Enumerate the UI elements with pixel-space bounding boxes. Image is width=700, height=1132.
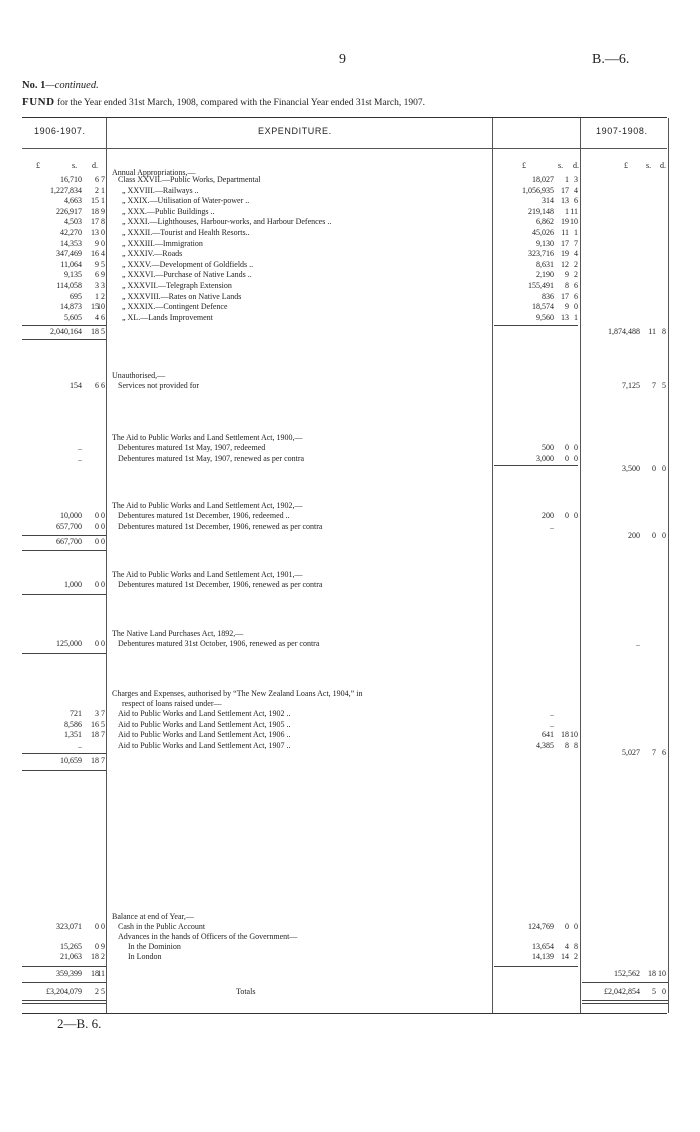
annual-cur-pounds: 219,148 <box>528 206 554 216</box>
act1900-prev-dots: .. <box>78 443 82 452</box>
annual-prev-pounds: 11,064 <box>60 259 82 269</box>
annual-cur-pence: 10 <box>570 217 578 227</box>
sum-rule <box>22 753 106 754</box>
annual-prev-pounds: 4,663 <box>64 196 82 206</box>
annual-prev-pence: 8 <box>101 217 105 227</box>
act1902-prev-pence: 0 <box>101 521 105 531</box>
act1902-prev-shillings: 0 <box>95 521 99 531</box>
act1902-prev-total-shillings: 0 <box>95 537 99 546</box>
annual-prev-pence: 2 <box>101 291 105 301</box>
sum-rule <box>22 535 106 536</box>
charges-prev-shillings: 3 <box>95 709 99 718</box>
annual-prev-pounds: 1,227,834 <box>50 185 82 195</box>
act1900-cur-shillings: 0 <box>565 443 569 452</box>
act1902-cur-pounds: 200 <box>542 511 554 520</box>
balance-total-shillings: 18 <box>648 969 656 978</box>
balance-cur-cash-shillings: 0 <box>565 922 569 931</box>
annual-cur-total-pounds: 1,874,488 <box>608 327 640 337</box>
balance-prev-cash-pounds: 323,071 <box>56 922 82 931</box>
annual-prev-pounds: 347,469 <box>56 249 82 259</box>
balance-heading: Balance at end of Year,— <box>112 912 194 921</box>
annual-cur-shillings: 9 <box>565 302 569 312</box>
charges-prev-pence: 5 <box>101 719 105 729</box>
annual-prev-total-shillings: 18 <box>91 327 99 337</box>
annual-prev-pounds: 226,917 <box>56 206 82 216</box>
charges-prev-pounds: 8,586 <box>64 719 82 729</box>
fund-description: for the Year ended 31st March, 1908, compared with the Financial Year ended 31st March, 1907. <box>56 98 425 108</box>
act1902-cur-shillings: 0 <box>565 511 569 520</box>
charges-cur-pounds: 4,385 <box>536 740 554 750</box>
expenditure-table <box>22 117 667 1014</box>
charges-cur-pounds: 641 <box>542 730 554 740</box>
charges-total-shillings: 7 <box>652 748 656 757</box>
native-total-dots: .. <box>636 639 640 648</box>
annual-item: „ XXXVII.—Telegraph Extension <box>122 281 232 290</box>
annual-prev-pence: 4 <box>101 249 105 259</box>
column-header-1906: 1906-1907. <box>34 126 86 136</box>
balance-cur-london-pounds: 14,139 <box>532 952 554 961</box>
charges-cur-shillings: 18 <box>561 730 569 740</box>
annual-prev-shillings: 15 <box>91 302 99 312</box>
charges-heading-cont: respect of loans raised under— <box>122 699 222 708</box>
unauthorised-heading: Unauthorised,— <box>112 371 166 380</box>
document-reference: B.—6. <box>592 52 630 67</box>
annual-prev-pounds: 14,353 <box>60 238 82 248</box>
annual-cur-pence: 1 <box>574 312 578 322</box>
annual-cur-pounds: 18,574 <box>532 302 554 312</box>
annual-item: „ XXXVI.—Purchase of Native Lands .. <box>122 270 252 280</box>
unit-pence: d. <box>573 161 579 170</box>
annual-prev-shillings: 2 <box>95 185 99 195</box>
charges-prev-total-pence: 7 <box>101 756 105 765</box>
annual-prev-shillings: 16 <box>91 249 99 259</box>
act1900-total-shillings: 0 <box>652 464 656 473</box>
balance-cur-london-shillings: 14 <box>561 952 569 961</box>
unit-shilling: s. <box>558 161 564 170</box>
sum-rule <box>22 339 106 340</box>
annual-prev-pounds: 9,135 <box>64 270 82 280</box>
annual-cur-total-shillings: 11 <box>648 327 656 337</box>
sum-rule <box>22 550 106 551</box>
act1902-prev-total-pence: 0 <box>101 537 105 546</box>
annual-cur-pence: 4 <box>574 185 578 195</box>
totals-prev-pounds: £3,204,079 <box>46 987 82 996</box>
annual-cur-pounds: 155,491 <box>528 281 554 290</box>
act1900-total-pounds: 3,500 <box>622 464 640 473</box>
annual-item: „ XXXIV.—Roads <box>122 249 183 259</box>
annual-cur-pounds: 8,631 <box>536 259 554 269</box>
annual-cur-pence: 3 <box>574 175 578 184</box>
balance-advances: Advances in the hands of Officers of the Government— <box>118 932 298 941</box>
charges-cur-pence: 10 <box>570 730 578 740</box>
balance-cur-dominion-pence: 8 <box>574 942 578 951</box>
balance-total-pence: 10 <box>658 969 666 978</box>
annual-cur-pence: 6 <box>574 291 578 301</box>
act1902-prev-shillings: 0 <box>95 511 99 520</box>
act1900-cur-pounds: 500 <box>542 443 554 452</box>
act1902-item: Debentures matured 1st December, 1906, renewed as per contra <box>118 521 323 531</box>
annual-prev-shillings: 18 <box>91 206 99 216</box>
double-rule <box>582 1000 668 1004</box>
charges-heading: Charges and Expenses, authorised by “The New Zealand Loans Act, 1904,” in <box>112 689 363 698</box>
native-prev-pounds: 125,000 <box>56 639 82 648</box>
totals-prev-shillings: 2 <box>95 987 99 996</box>
annual-cur-pounds: 45,026 <box>532 228 554 237</box>
annual-cur-pounds: 323,716 <box>528 249 554 259</box>
column-divider <box>580 118 581 1013</box>
column-divider <box>106 118 107 1013</box>
sum-rule <box>22 325 106 326</box>
act1902-cur-pence: 0 <box>574 511 578 520</box>
annual-cur-shillings: 9 <box>565 270 569 280</box>
balance-dominion: In the Dominion <box>128 942 181 951</box>
balance-cur-london-pence: 2 <box>574 952 578 961</box>
balance-prev-london-shillings: 18 <box>91 952 99 961</box>
annual-cur-pounds: 9,560 <box>536 312 554 322</box>
native-heading: The Native Land Purchases Act, 1892,— <box>112 629 244 638</box>
act1902-total-pence: 0 <box>662 531 666 540</box>
charges-total-pence: 6 <box>662 748 666 757</box>
act1901-prev-pence: 0 <box>101 580 105 589</box>
annual-cur-shillings: 8 <box>565 281 569 290</box>
charges-prev-dots: .. <box>78 740 82 750</box>
act1902-prev-pounds: 657,700 <box>56 521 82 531</box>
unauthorised-total-pence: 5 <box>662 381 666 390</box>
annual-prev-pence: 3 <box>101 281 105 290</box>
charges-prev-total-shillings: 18 <box>91 756 99 765</box>
act1902-total-shillings: 0 <box>652 531 656 540</box>
annual-cur-shillings: 17 <box>561 185 569 195</box>
sum-rule <box>22 653 106 654</box>
totals-cur-pounds: £2,042,854 <box>604 987 640 996</box>
column-divider <box>668 118 669 1013</box>
act1900-item: Debentures matured 1st May, 1907, redeemed <box>118 443 266 452</box>
annual-item: „ XXXIX.—Contingent Defence <box>122 302 228 312</box>
annual-cur-pounds: 1,056,935 <box>522 185 554 195</box>
balance-cur-dominion-pounds: 13,654 <box>532 942 554 951</box>
unauthorised-prev-shillings: 6 <box>95 381 99 390</box>
act1902-heading: The Aid to Public Works and Land Settlement Act, 1902,— <box>112 501 303 510</box>
sum-rule <box>22 966 106 967</box>
annual-cur-pence: 2 <box>574 270 578 280</box>
charges-item: Aid to Public Works and Land Settlement Act, 1902 .. <box>118 709 291 718</box>
annual-cur-pence: 6 <box>574 196 578 206</box>
annual-cur-pounds: 314 <box>542 196 554 206</box>
unit-pound: £ <box>624 161 628 170</box>
sum-rule <box>494 966 578 967</box>
charges-cur-shillings: 8 <box>565 740 569 750</box>
unauthorised-total-pounds: 7,125 <box>622 381 640 390</box>
act1902-prev-pence: 0 <box>101 511 105 520</box>
annual-cur-total-pence: 8 <box>662 327 666 337</box>
annual-prev-shillings: 3 <box>95 281 99 290</box>
native-prev-pence: 0 <box>101 639 105 648</box>
annual-heading: Annual Appropriations,— <box>112 168 196 177</box>
act1900-total-pence: 0 <box>662 464 666 473</box>
annual-prev-pence: 7 <box>101 175 105 184</box>
annual-cur-shillings: 17 <box>561 238 569 248</box>
balance-prev-cash-pence: 0 <box>101 922 105 931</box>
sum-rule <box>22 594 106 595</box>
annual-item: „ XXIX.—Utilisation of Water-power .. <box>122 196 250 206</box>
act1900-cur-pence: 0 <box>574 443 578 452</box>
charges-item: Aid to Public Works and Land Settlement Act, 1906 .. <box>118 730 291 740</box>
annual-item: „ XXXII.—Tourist and Health Resorts.. <box>122 228 250 237</box>
annual-item: „ XL.—Lands Improvement <box>122 312 213 322</box>
unit-pence: d. <box>92 161 98 170</box>
page-number: 9 <box>339 52 346 67</box>
annual-cur-shillings: 13 <box>561 312 569 322</box>
balance-prev-dominion-pounds: 15,265 <box>60 942 82 951</box>
double-rule <box>22 1000 106 1004</box>
annual-prev-shillings: 4 <box>95 312 99 322</box>
native-item: Debentures matured 31st October, 1906, renewed as per contra <box>118 639 320 648</box>
column-header-1907: 1907-1908. <box>596 126 648 136</box>
annual-cur-pence: 2 <box>574 259 578 269</box>
unauthorised-prev-pence: 6 <box>101 381 105 390</box>
annual-prev-pounds: 695 <box>70 291 82 301</box>
balance-prev-total-pence: 11 <box>97 969 105 978</box>
column-divider <box>492 118 493 1013</box>
act1901-prev-shillings: 0 <box>95 580 99 589</box>
annual-prev-pence: 9 <box>101 206 105 216</box>
act1902-total-pounds: 200 <box>628 531 640 540</box>
annual-prev-pence: 6 <box>101 312 105 322</box>
act1902-cur-dots: .. <box>550 521 554 531</box>
totals-label: Totals <box>236 987 256 996</box>
annual-cur-pence: 6 <box>574 281 578 290</box>
annual-prev-total-pence: 5 <box>101 327 105 337</box>
charges-total-pounds: 5,027 <box>622 748 640 757</box>
unit-shilling: s. <box>72 161 78 170</box>
column-header-expenditure: EXPENDITURE. <box>258 126 332 136</box>
balance-prev-dominion-shillings: 0 <box>95 942 99 951</box>
unit-pound: £ <box>36 161 40 170</box>
balance-prev-total-shillings: 18 <box>91 969 99 978</box>
annual-cur-pounds: 836 <box>542 291 554 301</box>
fund-heading <box>22 96 425 108</box>
annual-cur-pence: 1 <box>574 228 578 237</box>
charges-cur-dots: .. <box>550 709 554 718</box>
act1902-prev-total-pounds: 667,700 <box>56 537 82 546</box>
annual-prev-pence: 10 <box>97 302 105 312</box>
act1902-prev-pounds: 10,000 <box>60 511 82 520</box>
charges-prev-pounds: 1,351 <box>64 730 82 740</box>
annual-cur-pounds: 6,862 <box>536 217 554 227</box>
annual-prev-pounds: 5,605 <box>64 312 82 322</box>
act1900-cur-shillings: 0 <box>565 453 569 463</box>
annual-prev-shillings: 1 <box>95 291 99 301</box>
annual-prev-pounds: 4,503 <box>64 217 82 227</box>
annual-cur-shillings: 12 <box>561 259 569 269</box>
act1900-cur-pence: 0 <box>574 453 578 463</box>
page-footer: 2—B. 6. <box>57 1016 102 1031</box>
charges-cur-dots: .. <box>550 719 554 729</box>
totals-cur-shillings: 5 <box>652 987 656 996</box>
annual-prev-pence: 9 <box>101 270 105 280</box>
charges-cur-pence: 8 <box>574 740 578 750</box>
balance-prev-cash-shillings: 0 <box>95 922 99 931</box>
charges-prev-total-pounds: 10,659 <box>60 756 82 765</box>
annual-cur-shillings: 13 <box>561 196 569 206</box>
balance-cur-dominion-shillings: 4 <box>565 942 569 951</box>
annual-prev-pence: 5 <box>101 259 105 269</box>
totals-cur-pence: 0 <box>662 987 666 996</box>
totals-prev-pence: 5 <box>101 987 105 996</box>
act1900-heading: The Aid to Public Works and Land Settlement Act, 1900,— <box>112 433 303 442</box>
annual-cur-pence: 11 <box>570 206 578 216</box>
act1902-item: Debentures matured 1st December, 1906, redeemed .. <box>118 511 290 520</box>
unauthorised-total-shillings: 7 <box>652 381 656 390</box>
annual-prev-shillings: 17 <box>91 217 99 227</box>
annual-prev-pounds: 42,270 <box>60 228 82 237</box>
balance-cur-cash-pounds: 124,769 <box>528 922 554 931</box>
sum-rule <box>494 465 578 466</box>
balance-prev-london-pence: 2 <box>101 952 105 961</box>
unauthorised-item: Services not provided for <box>118 381 200 390</box>
balance-cash: Cash in the Public Account <box>118 922 206 931</box>
annual-item: Class XXVII.—Public Works, Departmental <box>118 175 261 184</box>
annual-prev-shillings: 9 <box>95 238 99 248</box>
charges-item: Aid to Public Works and Land Settlement Act, 1905 .. <box>118 719 291 729</box>
annual-prev-pence: 0 <box>101 228 105 237</box>
native-prev-shillings: 0 <box>95 639 99 648</box>
sum-rule <box>22 770 106 771</box>
annual-prev-pence: 0 <box>101 238 105 248</box>
annual-cur-shillings: 1 <box>565 175 569 184</box>
unauthorised-prev-pounds: 154 <box>70 381 82 390</box>
unit-pound: £ <box>522 161 526 170</box>
table-number-label: No. 1 <box>22 80 46 91</box>
charges-item: Aid to Public Works and Land Settlement Act, 1907 .. <box>118 740 291 750</box>
sum-rule <box>22 982 106 983</box>
charges-prev-pence: 7 <box>101 709 105 718</box>
sum-rule <box>494 325 578 326</box>
annual-cur-shillings: 17 <box>561 291 569 301</box>
act1900-item: Debentures matured 1st May, 1907, renewed as per contra <box>118 453 305 463</box>
fund-word: FUND <box>22 96 55 108</box>
act1901-item: Debentures matured 1st December, 1906, renewed as per contra <box>118 580 323 589</box>
charges-prev-pence: 7 <box>101 730 105 740</box>
act1901-heading: The Aid to Public Works and Land Settlement Act, 1901,— <box>112 570 303 579</box>
annual-item: „ XXX.—Public Buildings .. <box>122 206 215 216</box>
act1901-prev-pounds: 1,000 <box>64 580 82 589</box>
annual-item: „ XXXIII.—Immigration <box>122 238 203 248</box>
balance-london: In London <box>128 952 162 961</box>
annual-cur-shillings: 19 <box>561 217 569 227</box>
annual-prev-pounds: 16,710 <box>60 175 82 184</box>
annual-cur-pence: 4 <box>574 249 578 259</box>
annual-cur-shillings: 19 <box>561 249 569 259</box>
balance-cur-cash-pence: 0 <box>574 922 578 931</box>
annual-prev-shillings: 6 <box>95 270 99 280</box>
annual-prev-shillings: 15 <box>91 196 99 206</box>
annual-prev-pounds: 14,873 <box>60 302 82 312</box>
unit-pence: d. <box>660 161 666 170</box>
annual-cur-pounds: 9,130 <box>536 238 554 248</box>
charges-prev-shillings: 18 <box>91 730 99 740</box>
annual-cur-pounds: 2,190 <box>536 270 554 280</box>
annual-cur-pence: 7 <box>574 238 578 248</box>
annual-cur-shillings: 1 <box>565 206 569 216</box>
annual-prev-pence: 1 <box>101 185 105 195</box>
annual-prev-shillings: 13 <box>91 228 99 237</box>
annual-cur-shillings: 11 <box>561 228 569 237</box>
act1900-prev-dots: .. <box>78 453 82 463</box>
annual-item: „ XXXVIII.—Rates on Native Lands <box>122 291 242 301</box>
annual-item: „ XXVIII.—Railways .. <box>122 185 199 195</box>
annual-prev-total-pounds: 2,040,164 <box>50 327 82 337</box>
balance-prev-london-pounds: 21,063 <box>60 952 82 961</box>
annual-prev-shillings: 6 <box>95 175 99 184</box>
annual-prev-pounds: 114,058 <box>56 281 82 290</box>
sum-rule <box>582 982 668 983</box>
balance-total-pounds: 152,562 <box>614 969 640 978</box>
annual-item: „ XXXV.—Development of Goldfields .. <box>122 259 254 269</box>
table-number-suffix: —continued. <box>45 80 99 91</box>
annual-item: „ XXXI.—Lighthouses, Harbour-works, and Harbour Defences .. <box>122 217 332 227</box>
header-rule <box>22 148 667 149</box>
annual-prev-pence: 1 <box>101 196 105 206</box>
balance-prev-dominion-pence: 9 <box>101 942 105 951</box>
annual-cur-pounds: 18,027 <box>532 175 554 184</box>
act1900-cur-pounds: 3,000 <box>536 453 554 463</box>
balance-prev-total-pounds: 359,399 <box>56 969 82 978</box>
annual-cur-pence: 0 <box>574 302 578 312</box>
unit-shilling: s. <box>646 161 652 170</box>
charges-prev-shillings: 16 <box>91 719 99 729</box>
charges-prev-pounds: 721 <box>70 709 82 718</box>
annual-prev-shillings: 9 <box>95 259 99 269</box>
table-number <box>22 80 99 91</box>
